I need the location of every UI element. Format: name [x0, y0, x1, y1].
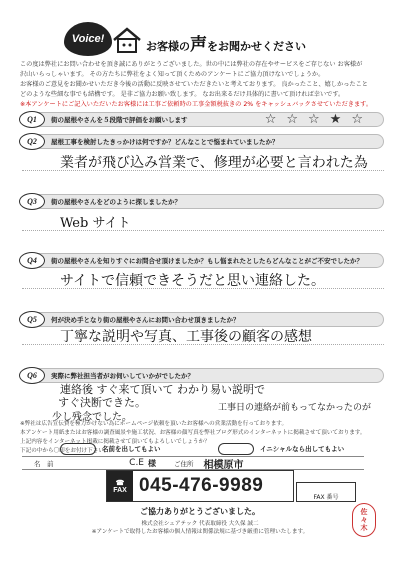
option-name-ok[interactable]: 名前を出してもよい: [60, 441, 161, 456]
question-bar-q2: [20, 134, 384, 149]
answer-q6-line3: 工事日の連絡が前もってなかったのが: [218, 403, 372, 413]
answer-q3: Web サイト: [60, 216, 131, 231]
answer-q2: 業者が飛び込み営業で、修理が必要と言われた為: [60, 155, 368, 171]
question-number: Q1: [19, 111, 45, 128]
footer: 株式会社シェアテック 代表取締役 大久保 誠二 ※アンケートで取得したお客様の個人情報は関係法規に基づき厳重に管理いたします。: [91, 521, 309, 535]
answer-q4: サイトで信頼できそうだと思い連絡した。: [60, 273, 326, 289]
answer-q5: 丁寧な説明や写真、工事後の顧客の感想: [60, 329, 312, 345]
fax-number-box: FAX 番号: [296, 482, 356, 502]
question-text: 実際に弊社担当者がお伺いしていかがでしたか？: [51, 372, 194, 380]
address-value: 相模原市: [203, 459, 244, 471]
name-row: [22, 456, 364, 470]
fax-banner: [106, 470, 294, 502]
question-bar-q5: [20, 312, 384, 327]
question-bar-q3: [20, 194, 384, 209]
answer-line: [22, 170, 384, 171]
name-label: 名 前: [34, 459, 54, 468]
question-number: Q2: [19, 133, 45, 150]
seal-stamp: 佐々木: [352, 503, 376, 537]
answer-line: [22, 230, 384, 231]
question-text: 何が決め手となり街の屋根やさんにお問い合わせ頂きましたか？: [51, 316, 240, 324]
rating-stars: ☆☆☆★☆: [264, 112, 373, 127]
question-text: 街の屋根やさんをどのように探しましたか？: [51, 198, 181, 206]
question-number: Q5: [19, 311, 45, 328]
fax-number: 045-476-9989: [139, 475, 264, 496]
answer-line: [22, 344, 384, 345]
question-bar-q1: [20, 112, 384, 127]
question-text: 街の屋根やさんを知りすぐにお問合せ頂けましたか？もし悩まれたとしたらどんなことがご不安でしたか？: [51, 257, 363, 265]
thanks-message: ご協力ありがとうございました。: [140, 507, 260, 516]
fax-icon: ☎ FAX: [107, 471, 133, 501]
voice-badge: Voice!: [64, 22, 112, 56]
question-text: 街の屋根やさんを５段階で評価をお願いします: [51, 116, 188, 124]
option-checkbox[interactable]: [60, 443, 96, 455]
page-title: お客様の声をお聞かせください: [146, 35, 306, 55]
name-value: C.E: [129, 458, 144, 468]
option-checkbox[interactable]: [218, 443, 254, 455]
question-text: 屋根工事を検討したきっかけは何ですか？どんなことで悩まれていましたか？: [51, 138, 279, 146]
option-initial-ok[interactable]: イニシャルなら出してもよい: [218, 441, 344, 456]
question-number: Q3: [19, 193, 45, 210]
answer-q6-line1: 連絡後 すぐ来て頂いて わかり易い説明で: [60, 383, 265, 396]
answer-q6-line2: すぐ決断できた。: [58, 396, 146, 409]
intro-text: この度は弊社にお問い合わせを頂き誠にありがとうございました。世の中には弊社の存在やサービスをご存じない お客様が 沢山いらっしゃいます。 その方たちに弊社をよく知って頂くためのアンケートにご協力頂けないでしょうか。 お客様のご意見をお聞かせいただき今後の活動に反映させていただきたいと考えております。 良かったこと、嬉しかったこと どのような些細な事でも結構です。 是非ご協力お願い致します。 なお出来るだけ具体的に書いて頂ければ幸いです。 ※本アンケートにご記入いただいたお客様には工事ご依頼時の工事金額税抜きの 2% をキャッシュバックさせていただきます。: [20, 61, 373, 108]
name-suffix: 様: [148, 458, 156, 468]
notes: ※弊社は広告宣伝費を極力かけない為にホームページ依頼を頂いたお客様への営業活動を行っております。 本アンケート用紙またはお客様の調査風景や施工状況、お客様の顔写真を弊社ブログ形式のインターネットに掲載させて頂いております。 上記内容をインターネット掲載に掲載させて頂いてもよろしいでしょうか？ 下記の中から〇印をお付け下さい。: [20, 421, 366, 454]
answer-line: [22, 288, 384, 289]
answer-q6-line4: 少し残念でした。: [52, 412, 132, 423]
address-label: ご住所: [174, 459, 194, 468]
question-number: Q4: [19, 252, 45, 269]
question-number: Q6: [19, 367, 45, 384]
question-bar-q4: [20, 253, 384, 268]
house-icon: [112, 26, 142, 54]
